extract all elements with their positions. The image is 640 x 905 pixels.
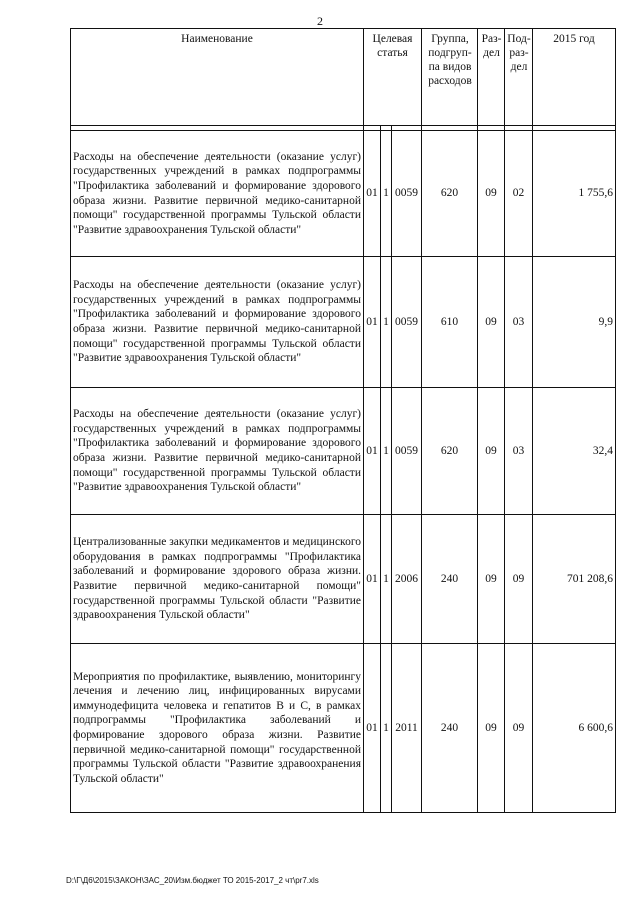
header-group: [422, 29, 478, 126]
row-group: 240: [422, 515, 478, 644]
header-group-text: Группа, подгруп-па видов расходов: [428, 33, 472, 87]
row-razdel: 09: [478, 257, 505, 388]
row-podrazdel: 09: [505, 515, 533, 644]
row-amount: 32,4: [533, 388, 616, 515]
row-cs2: 1: [381, 388, 392, 515]
row-name: Расходы на обеспечение деятельности (оказание услуг) государственных учреждений в рамках подпрограммы "Профилактика заболеваний и формирование здорового образа жизни. Развитие первичной медико-санитарной помощи" государственной программы Тульской области "Развитие здравоохранения Тульской области": [71, 131, 364, 257]
table-row: [71, 131, 616, 257]
row-razdel: 09: [478, 131, 505, 257]
row-group: 620: [422, 388, 478, 515]
row-group: 610: [422, 257, 478, 388]
row-cs3: 0059: [392, 131, 422, 257]
row-podrazdel: 02: [505, 131, 533, 257]
header-razdel: [478, 29, 505, 126]
table-row: [71, 644, 616, 813]
row-cs3: 2006: [392, 515, 422, 644]
row-amount: 701 208,6: [533, 515, 616, 644]
row-group: 240: [422, 644, 478, 813]
footer-file-path: D:\Г\Д6\2015\ЗАКОН\ЗАС_20\Изм.бюджет ТО 2015-2017_2 чт\pr7.xls: [66, 876, 319, 885]
row-name: Расходы на обеспечение деятельности (оказание услуг) государственных учреждений в рамках подпрограммы "Профилактика заболеваний и формирование здорового образа жизни. Развитие первичной медико-санитарной помощи" государственной программы Тульской области "Развитие здравоохранения Тульской области": [71, 388, 364, 515]
row-name: Централизованные закупки медикаментов и медицинского оборудования в рамках подпрограммы "Профилактика заболеваний и формирование здорового образа жизни. Развитие первичной медико-санитарной помощи" государственной программы Тульской области "Развитие здравоохранения Тульской области": [71, 515, 364, 644]
row-cs3: 2011: [392, 644, 422, 813]
header-podrazdel-text: Под-раз-дел: [507, 33, 531, 73]
row-cs1: 01: [364, 644, 381, 813]
row-cs3: 0059: [392, 257, 422, 388]
row-cs3: 0059: [392, 388, 422, 515]
row-cs1: 01: [364, 388, 381, 515]
row-cs2: 1: [381, 131, 392, 257]
row-podrazdel: 03: [505, 388, 533, 515]
row-razdel: 09: [478, 515, 505, 644]
row-razdel: 09: [478, 388, 505, 515]
row-cs1: 01: [364, 257, 381, 388]
row-amount: 6 600,6: [533, 644, 616, 813]
row-amount: 1 755,6: [533, 131, 616, 257]
table-row: [71, 388, 616, 515]
table-row: [71, 257, 616, 388]
table-row: [71, 515, 616, 644]
row-podrazdel: 03: [505, 257, 533, 388]
row-cs2: 1: [381, 257, 392, 388]
row-cs1: 01: [364, 515, 381, 644]
row-podrazdel: 09: [505, 644, 533, 813]
row-cs1: 01: [364, 131, 381, 257]
row-group: 620: [422, 131, 478, 257]
table-header-row: [71, 29, 616, 126]
page-number: 2: [317, 14, 323, 28]
row-name: Расходы на обеспечение деятельности (оказание услуг) государственных учреждений в рамках подпрограммы "Профилактика заболеваний и формирование здорового образа жизни. Развитие первичной медико-санитарной помощи" государственной программы Тульской области "Развитие здравоохранения Тульской области": [71, 257, 364, 388]
row-cs2: 1: [381, 515, 392, 644]
header-target-article-text: Целевая статья: [372, 33, 413, 59]
budget-table: [70, 28, 616, 813]
header-name: Наименование: [71, 29, 364, 126]
header-year: 2015 год: [533, 29, 616, 126]
row-name: Мероприятия по профилактике, выявлению, мониторингу лечения и лечению лиц, инфицированных вирусами иммунодефицита человека и гепатитов В и С, в рамках подпрограммы "Профилактика заболеваний и формирование здорового образа жизни. Развитие первичной медико-санитарной помощи" государственной программы Тульской области "Развитие здравоохранения Тульской области": [71, 644, 364, 813]
header-podrazdel: [505, 29, 533, 126]
row-razdel: 09: [478, 644, 505, 813]
header-target-article: [364, 29, 422, 126]
header-razdel-text: Раз-дел: [481, 33, 502, 59]
row-amount: 9,9: [533, 257, 616, 388]
row-cs2: 1: [381, 644, 392, 813]
